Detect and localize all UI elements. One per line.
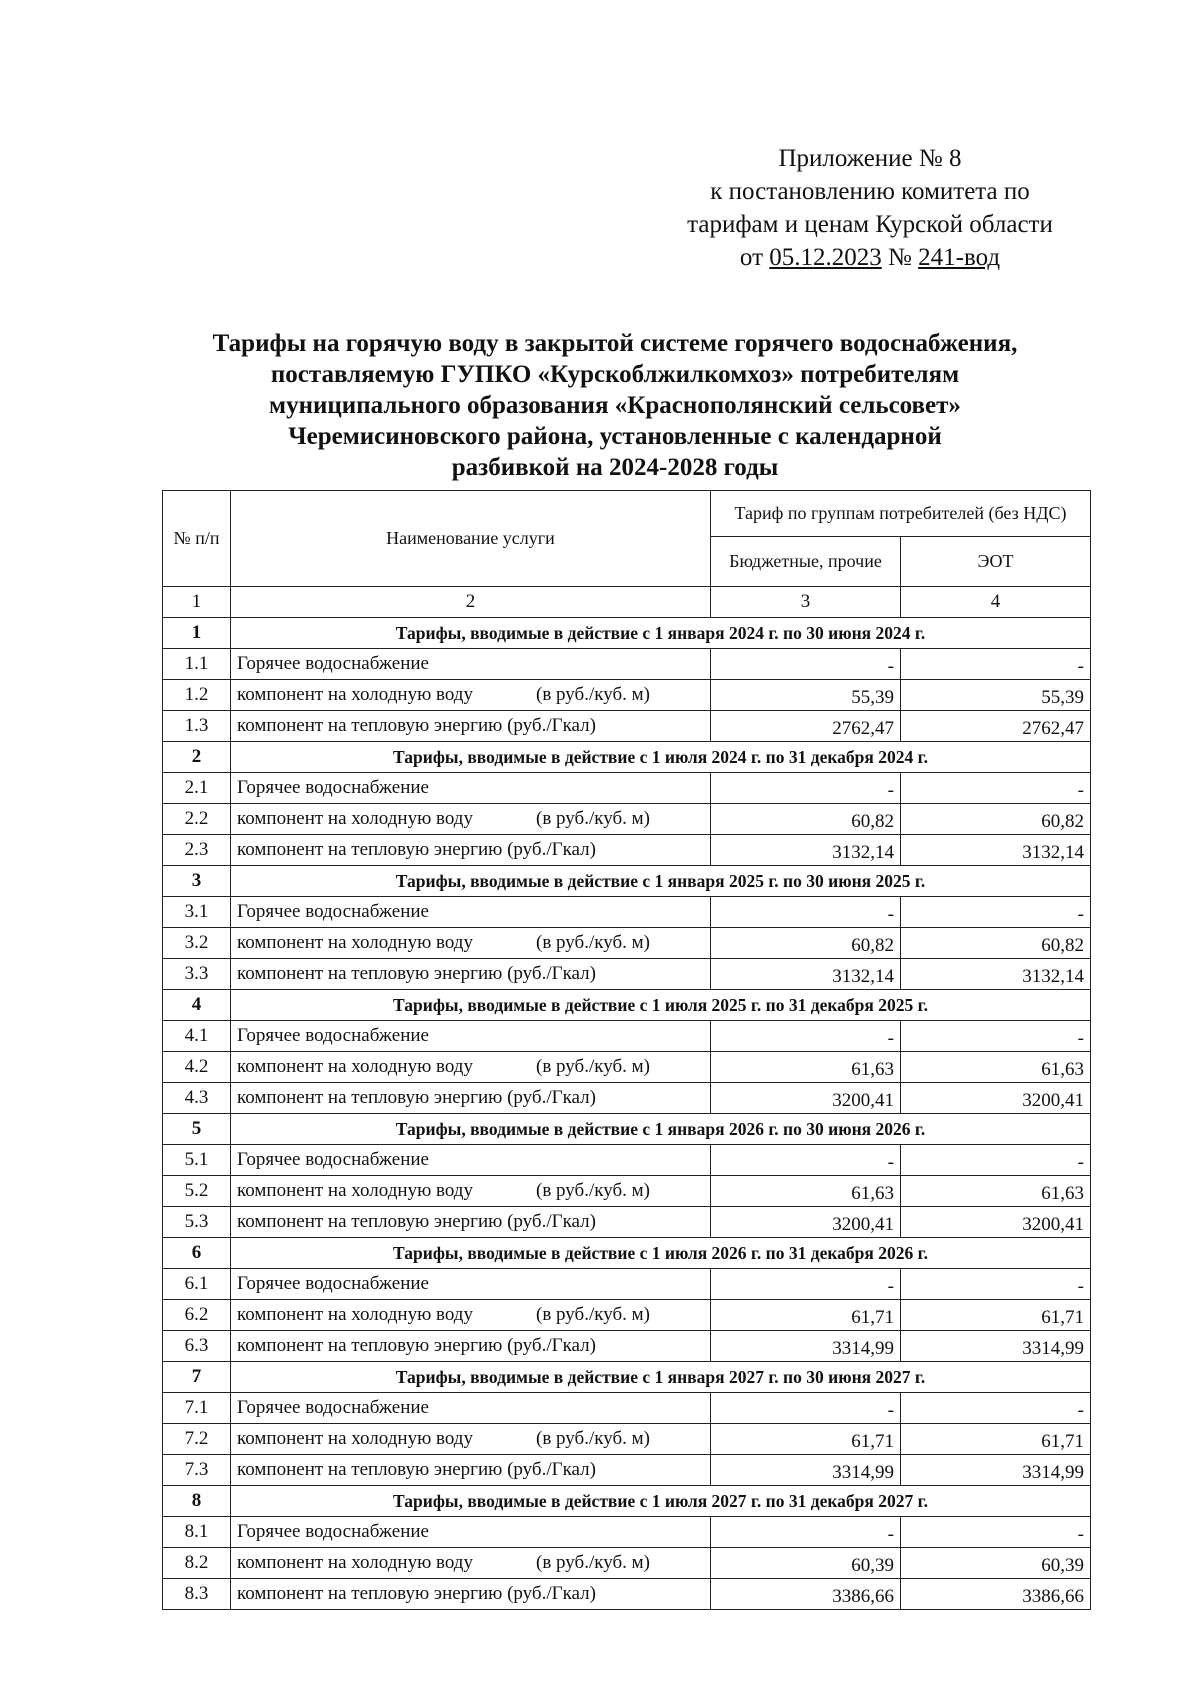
row-service-cell xyxy=(231,928,711,959)
row-number: 6.2 xyxy=(163,1300,231,1331)
row-budget-value: 60,82 xyxy=(711,928,901,959)
row-service-cell xyxy=(231,897,711,928)
row-number: 2.3 xyxy=(163,835,231,866)
section-title: Тарифы, вводимые в действие с 1 января 2026 г. по 30 июня 2026 г. xyxy=(231,1114,1091,1145)
row-budget-value: - xyxy=(711,1145,901,1176)
appendix-no-sign: № xyxy=(888,244,912,271)
row-unit: (в руб./куб. м) xyxy=(536,1428,650,1449)
row-number: 8.3 xyxy=(163,1579,231,1610)
section-title: Тарифы, вводимые в действие с 1 июля 2025 г. по 31 декабря 2025 г. xyxy=(231,990,1091,1021)
section-row xyxy=(163,1238,1091,1269)
row-service-name: компонент на холодную воду xyxy=(237,1428,473,1449)
table-row xyxy=(163,1548,1091,1579)
row-budget-value: - xyxy=(711,897,901,928)
row-eot-value: - xyxy=(901,1269,1091,1300)
row-budget-value: - xyxy=(711,1021,901,1052)
section-title: Тарифы, вводимые в действие с 1 января 2025 г. по 30 июня 2025 г. xyxy=(231,866,1091,897)
row-number: 1.3 xyxy=(163,711,231,742)
section-number: 1 xyxy=(163,618,231,649)
row-budget-value: 60,39 xyxy=(711,1548,901,1579)
row-service-cell xyxy=(231,1300,711,1331)
column-number: 3 xyxy=(711,587,901,618)
row-number: 6.3 xyxy=(163,1331,231,1362)
appendix-line-2: к постановлению комитета по xyxy=(710,178,1030,205)
appendix-number: 241-вод xyxy=(918,244,1001,271)
table-row xyxy=(163,680,1091,711)
row-eot-value: 2762,47 xyxy=(901,711,1091,742)
header-num: № п/п xyxy=(163,491,231,587)
section-number: 6 xyxy=(163,1238,231,1269)
table-row xyxy=(163,649,1091,680)
row-service-name: компонент на холодную воду xyxy=(237,1056,473,1077)
section-number: 5 xyxy=(163,1114,231,1145)
table-row xyxy=(163,1207,1091,1238)
row-number: 1.1 xyxy=(163,649,231,680)
row-number: 3.3 xyxy=(163,959,231,990)
column-number: 2 xyxy=(231,587,711,618)
table-row xyxy=(163,1052,1091,1083)
row-eot-value: 60,82 xyxy=(901,928,1091,959)
row-eot-value: 60,82 xyxy=(901,804,1091,835)
row-service-name: Горячее водоснабжение xyxy=(237,1273,429,1294)
table-row xyxy=(163,1517,1091,1548)
row-eot-value: - xyxy=(901,773,1091,804)
row-service-cell xyxy=(231,1579,711,1610)
column-number: 4 xyxy=(901,587,1091,618)
row-budget-value: 3200,41 xyxy=(711,1083,901,1114)
row-unit: (в руб./куб. м) xyxy=(536,808,650,829)
row-eot-value: - xyxy=(901,649,1091,680)
row-service-name: Горячее водоснабжение xyxy=(237,1149,429,1170)
table-row xyxy=(163,835,1091,866)
row-number: 4.3 xyxy=(163,1083,231,1114)
appendix-title: Приложение № 8 xyxy=(778,145,962,172)
row-service-cell xyxy=(231,1455,711,1486)
row-service-name: Горячее водоснабжение xyxy=(237,1025,429,1046)
row-budget-value: 61,63 xyxy=(711,1176,901,1207)
table-row xyxy=(163,1176,1091,1207)
row-service-cell xyxy=(231,711,711,742)
section-number: 7 xyxy=(163,1362,231,1393)
row-unit: (в руб./куб. м) xyxy=(536,1180,650,1201)
row-number: 1.2 xyxy=(163,680,231,711)
row-unit: (в руб./куб. м) xyxy=(536,932,650,953)
row-eot-value: - xyxy=(901,1393,1091,1424)
row-number: 5.3 xyxy=(163,1207,231,1238)
row-eot-value: 61,71 xyxy=(901,1424,1091,1455)
row-eot-value: 3132,14 xyxy=(901,959,1091,990)
row-service-name: компонент на холодную воду xyxy=(237,932,473,953)
row-budget-value: - xyxy=(711,1517,901,1548)
row-number: 4.1 xyxy=(163,1021,231,1052)
section-title: Тарифы, вводимые в действие с 1 июля 2024 г. по 31 декабря 2024 г. xyxy=(231,742,1091,773)
row-service-cell xyxy=(231,680,711,711)
section-number: 4 xyxy=(163,990,231,1021)
section-title: Тарифы, вводимые в действие с 1 июля 2027 г. по 31 декабря 2027 г. xyxy=(231,1486,1091,1517)
section-row xyxy=(163,1362,1091,1393)
header-eot: ЭОТ xyxy=(901,537,1091,587)
row-eot-value: 61,63 xyxy=(901,1052,1091,1083)
column-number-row xyxy=(163,587,1091,618)
row-eot-value: 3132,14 xyxy=(901,835,1091,866)
row-eot-value: 3314,99 xyxy=(901,1331,1091,1362)
row-budget-value: 3132,14 xyxy=(711,835,901,866)
table-body xyxy=(163,618,1091,1610)
row-unit: (в руб./куб. м) xyxy=(536,1552,650,1573)
table-row xyxy=(163,1300,1091,1331)
table-row xyxy=(163,1269,1091,1300)
row-service-cell xyxy=(231,1021,711,1052)
row-budget-value: 3314,99 xyxy=(711,1331,901,1362)
section-title: Тарифы, вводимые в действие с 1 января 2027 г. по 30 июня 2027 г. xyxy=(231,1362,1091,1393)
row-eot-value: - xyxy=(901,1021,1091,1052)
row-service-cell xyxy=(231,1331,711,1362)
row-service-name: Горячее водоснабжение xyxy=(237,777,429,798)
row-number: 2.1 xyxy=(163,773,231,804)
appendix-block xyxy=(640,142,1100,274)
table-row xyxy=(163,1083,1091,1114)
row-number: 3.2 xyxy=(163,928,231,959)
row-budget-value: - xyxy=(711,1269,901,1300)
row-service-name: Горячее водоснабжение xyxy=(237,901,429,922)
row-budget-value: 3200,41 xyxy=(711,1207,901,1238)
row-eot-value: 60,39 xyxy=(901,1548,1091,1579)
document-title xyxy=(150,328,1080,483)
row-service-name: компонент на холодную воду xyxy=(237,684,473,705)
table-row xyxy=(163,1331,1091,1362)
row-number: 7.1 xyxy=(163,1393,231,1424)
row-service-name: компонент на тепловую энергию (руб./Гкал) xyxy=(237,963,596,984)
row-budget-value: 61,71 xyxy=(711,1424,901,1455)
row-service-name: компонент на холодную воду xyxy=(237,1180,473,1201)
header-name: Наименование услуги xyxy=(231,491,711,587)
section-number: 2 xyxy=(163,742,231,773)
row-number: 7.3 xyxy=(163,1455,231,1486)
section-title: Тарифы, вводимые в действие с 1 января 2024 г. по 30 июня 2024 г. xyxy=(231,618,1091,649)
row-service-cell xyxy=(231,1052,711,1083)
section-number: 3 xyxy=(163,866,231,897)
section-row xyxy=(163,866,1091,897)
row-service-name: компонент на тепловую энергию (руб./Гкал) xyxy=(237,1087,596,1108)
row-eot-value: 3386,66 xyxy=(901,1579,1091,1610)
row-eot-value: 3200,41 xyxy=(901,1207,1091,1238)
appendix-prefix: от xyxy=(739,244,764,271)
row-budget-value: - xyxy=(711,649,901,680)
section-title: Тарифы, вводимые в действие с 1 июля 2026 г. по 31 декабря 2026 г. xyxy=(231,1238,1091,1269)
row-service-cell xyxy=(231,959,711,990)
row-service-cell xyxy=(231,1176,711,1207)
row-eot-value: 61,63 xyxy=(901,1176,1091,1207)
row-service-cell xyxy=(231,1424,711,1455)
title-line-3: муниципального образования «Краснополянский сельсовет» xyxy=(269,392,961,419)
appendix-line-3: тарифам и ценам Курской области xyxy=(687,211,1053,238)
row-number: 3.1 xyxy=(163,897,231,928)
row-eot-value: 3200,41 xyxy=(901,1083,1091,1114)
row-budget-value: 61,63 xyxy=(711,1052,901,1083)
row-budget-value: 3132,14 xyxy=(711,959,901,990)
section-row xyxy=(163,618,1091,649)
row-service-cell xyxy=(231,1548,711,1579)
row-number: 8.2 xyxy=(163,1548,231,1579)
appendix-date: 05.12.2023 xyxy=(769,244,882,271)
section-row xyxy=(163,1114,1091,1145)
row-service-name: компонент на тепловую энергию (руб./Гкал) xyxy=(237,1335,596,1356)
row-unit: (в руб./куб. м) xyxy=(536,1304,650,1325)
row-service-name: компонент на тепловую энергию (руб./Гкал) xyxy=(237,1459,596,1480)
row-service-cell xyxy=(231,649,711,680)
title-line-2: поставляемую ГУПКО «Курскоблжилкомхоз» потребителям xyxy=(270,361,960,388)
section-row xyxy=(163,990,1091,1021)
table-row xyxy=(163,711,1091,742)
row-service-cell xyxy=(231,773,711,804)
row-service-name: компонент на тепловую энергию (руб./Гкал) xyxy=(237,1583,596,1604)
row-number: 7.2 xyxy=(163,1424,231,1455)
row-service-name: Горячее водоснабжение xyxy=(237,1397,429,1418)
row-service-name: компонент на холодную воду xyxy=(237,808,473,829)
row-eot-value: 61,71 xyxy=(901,1300,1091,1331)
table-row xyxy=(163,773,1091,804)
row-service-name: компонент на тепловую энергию (руб./Гкал) xyxy=(237,839,596,860)
row-number: 6.1 xyxy=(163,1269,231,1300)
row-service-cell xyxy=(231,835,711,866)
row-number: 5.1 xyxy=(163,1145,231,1176)
row-eot-value: 3314,99 xyxy=(901,1455,1091,1486)
section-row xyxy=(163,742,1091,773)
row-budget-value: 3314,99 xyxy=(711,1455,901,1486)
row-unit: (в руб./куб. м) xyxy=(536,1056,650,1077)
row-eot-value: 55,39 xyxy=(901,680,1091,711)
table-row xyxy=(163,1145,1091,1176)
row-service-cell xyxy=(231,1269,711,1300)
row-service-cell xyxy=(231,1393,711,1424)
header-budget: Бюджетные, прочие xyxy=(711,537,901,587)
row-budget-value: - xyxy=(711,1393,901,1424)
table-row xyxy=(163,1424,1091,1455)
table-row xyxy=(163,959,1091,990)
row-service-name: компонент на тепловую энергию (руб./Гкал) xyxy=(237,1211,596,1232)
table-row xyxy=(163,1021,1091,1052)
row-service-cell xyxy=(231,1207,711,1238)
row-unit: (в руб./куб. м) xyxy=(536,684,650,705)
title-line-5: разбивкой на 2024-2028 годы xyxy=(451,454,779,481)
row-number: 5.2 xyxy=(163,1176,231,1207)
row-eot-value: - xyxy=(901,1145,1091,1176)
table-row xyxy=(163,1579,1091,1610)
row-number: 8.1 xyxy=(163,1517,231,1548)
table-header xyxy=(163,491,1091,618)
row-budget-value: 2762,47 xyxy=(711,711,901,742)
row-service-name: компонент на тепловую энергию (руб./Гкал) xyxy=(237,715,596,736)
title-line-1: Тарифы на горячую воду в закрытой системе горячего водоснабжения, xyxy=(212,330,1018,357)
title-line-4: Черемисиновского района, установленные с календарной xyxy=(288,423,942,450)
row-budget-value: 55,39 xyxy=(711,680,901,711)
row-budget-value: 61,71 xyxy=(711,1300,901,1331)
row-budget-value: 60,82 xyxy=(711,804,901,835)
row-service-name: Горячее водоснабжение xyxy=(237,1521,429,1542)
row-service-name: Горячее водоснабжение xyxy=(237,653,429,674)
row-service-cell xyxy=(231,804,711,835)
row-number: 4.2 xyxy=(163,1052,231,1083)
row-number: 2.2 xyxy=(163,804,231,835)
row-eot-value: - xyxy=(901,1517,1091,1548)
appendix-line-4 xyxy=(640,241,1100,274)
row-service-cell xyxy=(231,1517,711,1548)
row-service-cell xyxy=(231,1145,711,1176)
row-budget-value: 3386,66 xyxy=(711,1579,901,1610)
column-number: 1 xyxy=(163,587,231,618)
table-row xyxy=(163,1393,1091,1424)
row-eot-value: - xyxy=(901,897,1091,928)
section-row xyxy=(163,1486,1091,1517)
table-row xyxy=(163,928,1091,959)
row-service-name: компонент на холодную воду xyxy=(237,1304,473,1325)
section-number: 8 xyxy=(163,1486,231,1517)
row-budget-value: - xyxy=(711,773,901,804)
row-service-name: компонент на холодную воду xyxy=(237,1552,473,1573)
table-row xyxy=(163,897,1091,928)
tariff-table xyxy=(162,490,1091,1610)
table-row xyxy=(163,1455,1091,1486)
table-row xyxy=(163,804,1091,835)
row-service-cell xyxy=(231,1083,711,1114)
header-tariff-group: Тариф по группам потребителей (без НДС) xyxy=(711,491,1091,537)
